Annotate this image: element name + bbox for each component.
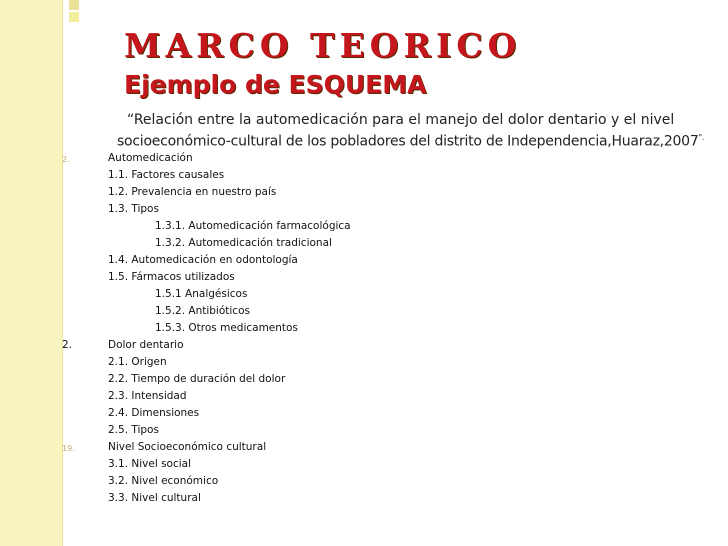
outline-number: 2. [62, 339, 73, 351]
outline-text: 1.4. Automedicación en odontología [108, 254, 298, 266]
outline-text: 2.5. Tipos [108, 424, 159, 436]
outline-text: 1.2. Prevalencia en nuestro país [108, 186, 277, 198]
outline-text: 1.3. Tipos [108, 203, 159, 215]
outline-text: 1.1. Factores causales [108, 169, 225, 181]
outline-text: 1.5.3. Otros medicamentos [155, 322, 298, 334]
outline-text: 1.5.1 Analgésicos [155, 288, 248, 300]
study-title-quote [117, 111, 717, 151]
sidebar-divider [62, 0, 63, 546]
outline-text: 1.5.2. Antibióticos [155, 305, 250, 317]
outline-text: 2.2. Tiempo de duración del dolor [108, 373, 286, 385]
outline-text: 2.4. Dimensiones [108, 407, 200, 419]
outline-text: 2.1. Origen [108, 356, 167, 368]
outline-text: Automedicación [108, 152, 193, 164]
quote-line [117, 129, 717, 151]
outline-text: 3.1. Nivel social [108, 458, 192, 470]
slide-subtitle: Ejemplo de ESQUEMA [124, 70, 427, 99]
outline-text: 1.3.2. Automedicación tradicional [155, 237, 332, 249]
outline-number: 2. [62, 155, 70, 164]
quote-line: “Relación entre la automedicación para el manejo del dolor dentario y el nivel [127, 112, 675, 128]
quote-line-text: socioeconómico-cultural de los pobladores del distrito de Independencia,Huaraz,2007 [117, 133, 699, 150]
outline-text: 1.3.1. Automedicación farmacológica [155, 220, 351, 232]
quote-end-mark: ". [698, 133, 705, 142]
slide-title: MARCO TEORICO [124, 26, 522, 65]
outline-text: 3.2. Nivel económico [108, 475, 219, 487]
decorative-square [69, 0, 79, 10]
decorative-square [69, 12, 79, 22]
sidebar-band [0, 0, 62, 546]
outline-text: 1.5. Fármacos utilizados [108, 271, 235, 283]
outline-number: 19. [62, 444, 75, 453]
outline-text: 2.3. Intensidad [108, 390, 187, 402]
outline-text: 3.3. Nivel cultural [108, 492, 201, 504]
outline-text: Dolor dentario [108, 339, 184, 351]
outline-text: Nivel Socioeconómico cultural [108, 441, 267, 453]
